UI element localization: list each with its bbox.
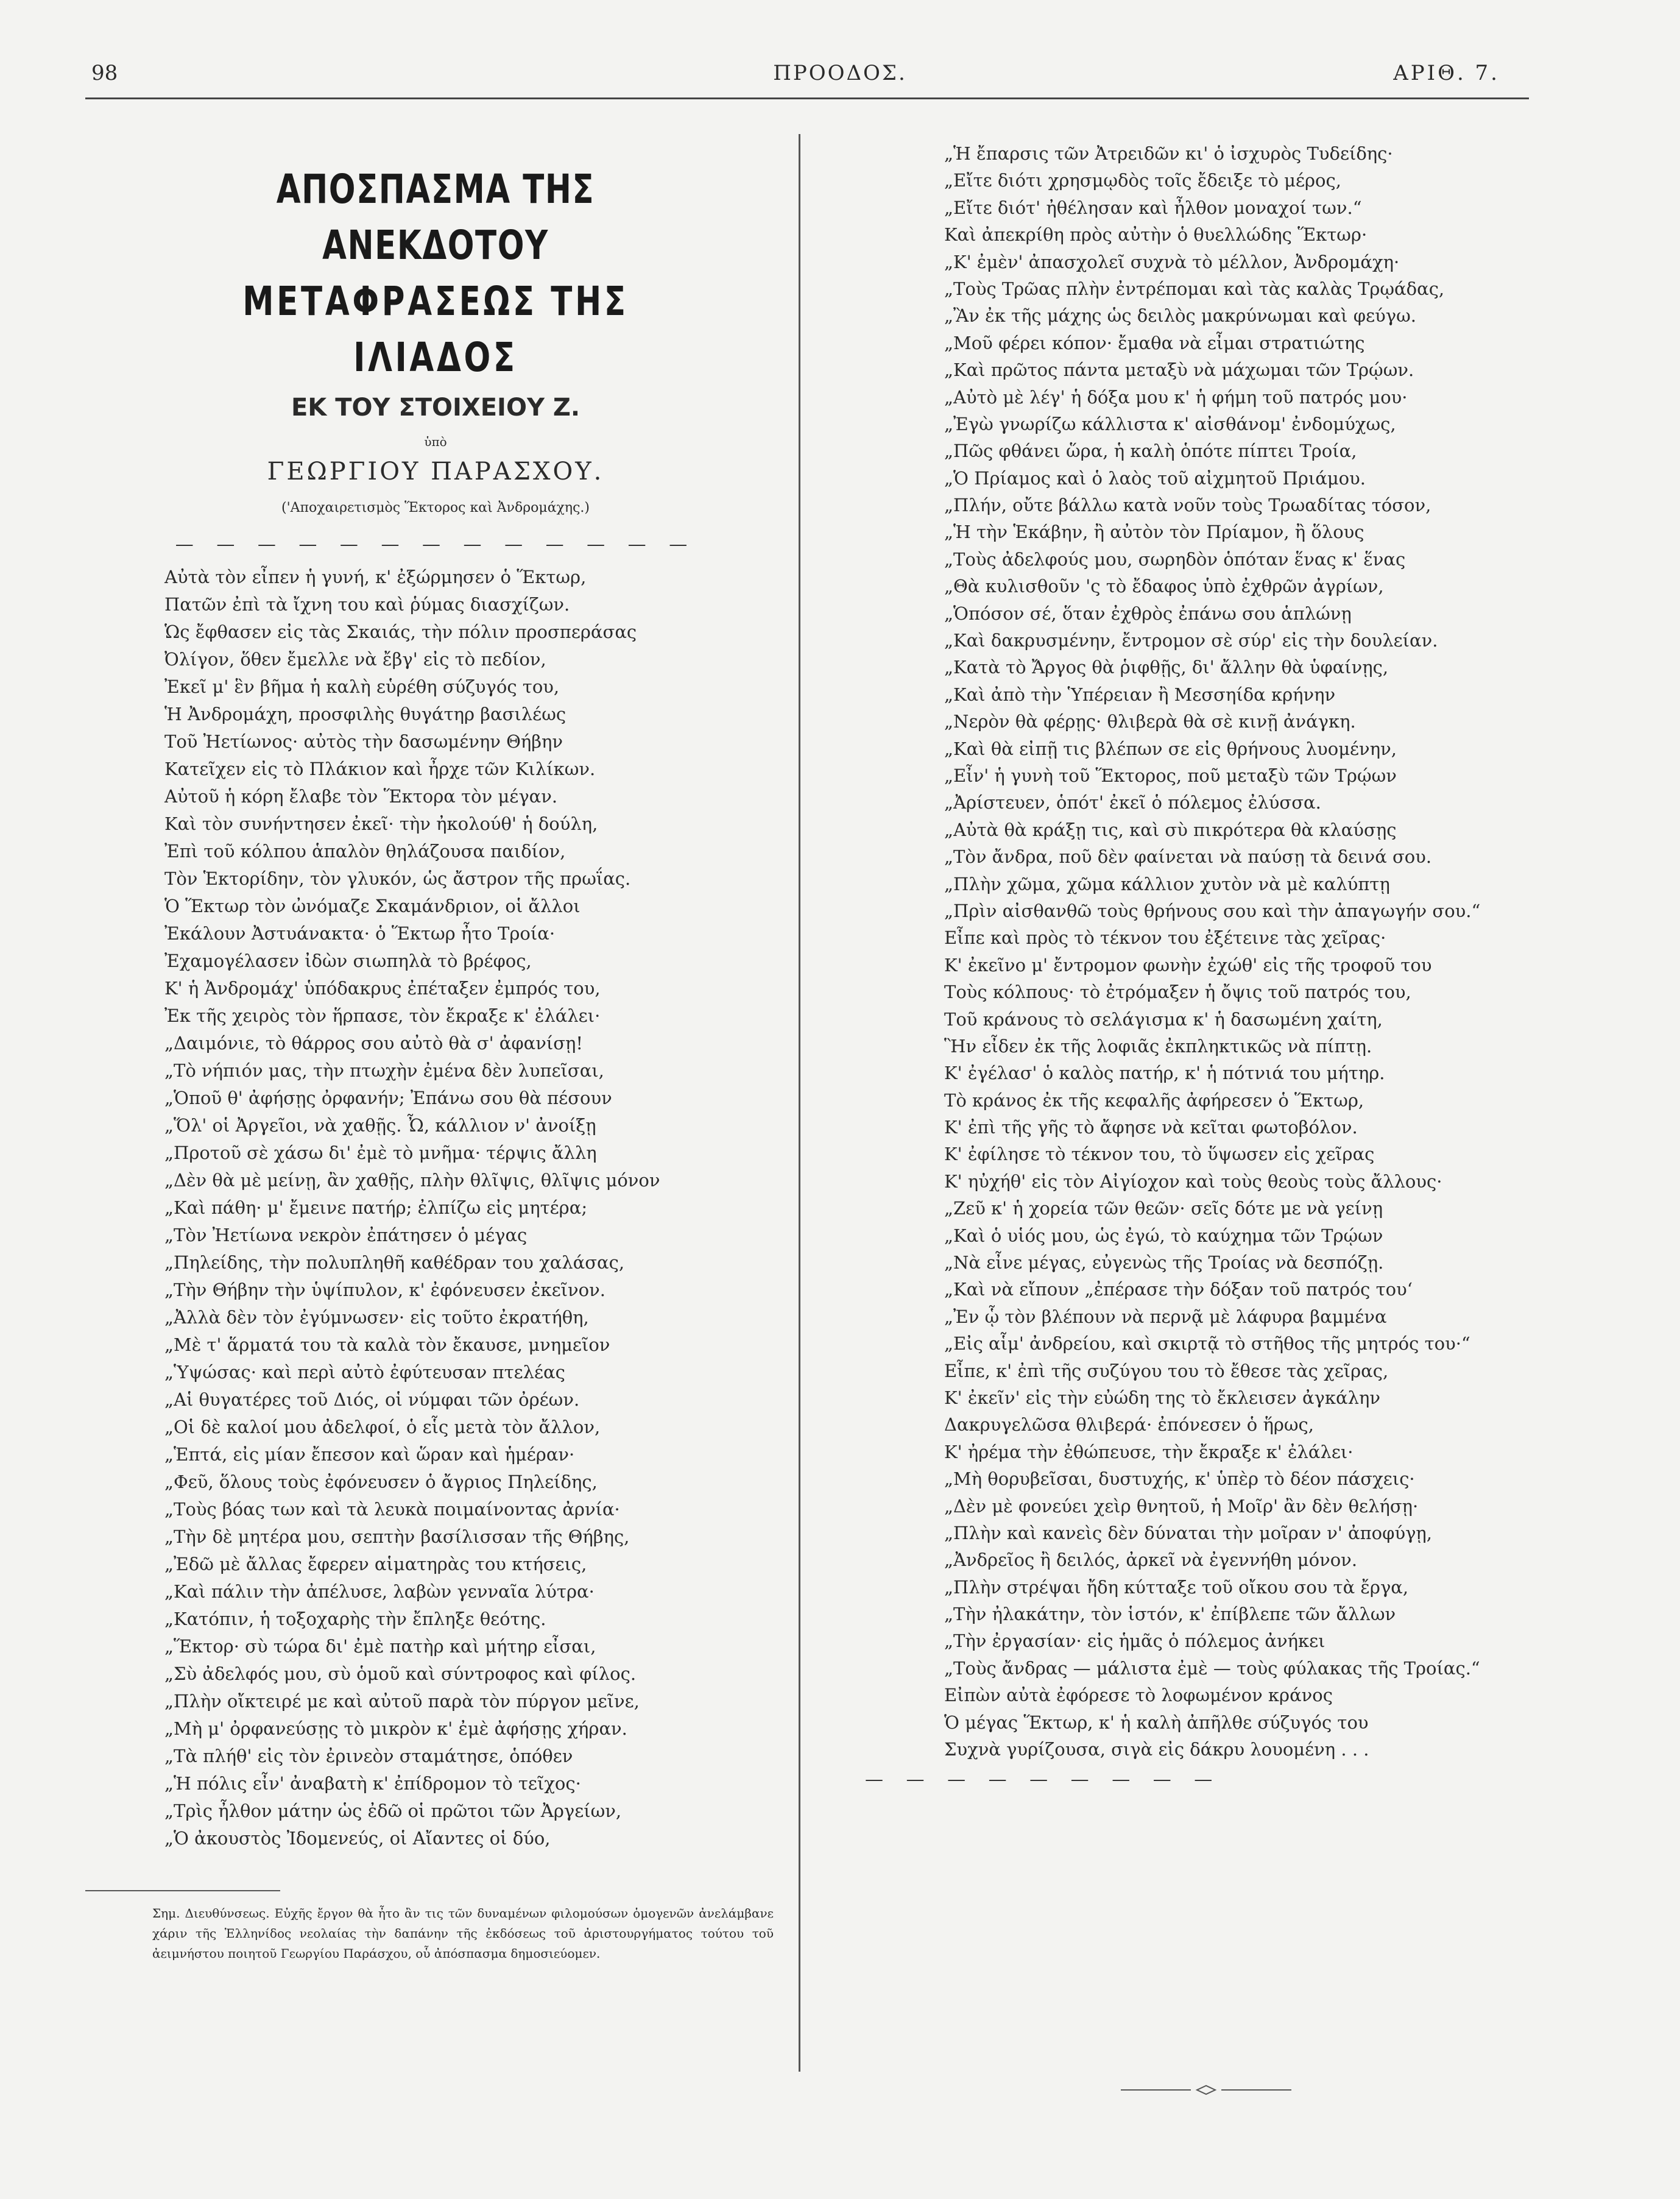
verse-line: Κ' ἐφίλησε τὸ τέκνον του, τὸ ὕψωσεν εἰς χεῖρας [944,1144,1375,1165]
verse-line: Καὶ τὸν συνήντησεν ἐκεῖ· τὴν ἠκολούθ' ἡ δούλη, [164,813,598,834]
verse-line: „Μοῦ φέρει κόπον· ἔμαθα νὰ εἶμαι στρατιώτης [944,332,1365,353]
verse-line: „Καὶ πρῶτος πάντα μεταξὺ νὰ μάχωμαι τῶν Τρῴων. [944,359,1414,381]
verse-line: Ὁ μέγας Ἕκτωρ, κ' ἡ καλὴ ἀπῆλθε σύζυγός του [944,1712,1369,1733]
verse-line: Ἡ Ἀνδρομάχη, προσφιλὴς θυγάτηρ βασιλέως [164,704,566,724]
verse-line: Κ' ἡ Ἀνδρομάχ' ὑπόδακρυς ἐπέταξεν ἐμπρός του, [164,978,601,999]
article-title-line-2: ΜΕΤΑΦΡΑΣΕΩΣ ΤΗΣ ΙΛΙΑΔΟΣ [242,278,629,381]
verse-line: „Ἑπτά, εἰς μίαν ἔπεσον καὶ ὥραν καὶ ἡμέραν· [164,1444,575,1465]
verse-line: Ἐχαμογέλασεν ἰδὼν σιωπηλὰ τὸ βρέφος, [164,951,532,971]
verse-line: Πατῶν ἐπὶ τὰ ἴχνη του καὶ ῥύμας διασχίζων. [164,594,570,615]
verse-line: „Τὸν ἄνδρα, ποῦ δὲν φαίνεται νὰ παύσῃ τὰ δεινά σου. [944,846,1432,868]
by-line: ὑπὸ [424,434,447,449]
verse-line: „Ἀρίστευεν, ὁπότ' ἐκεῖ ὁ πόλεμος ἐλύσσα. [944,792,1321,813]
verse-line: „Νὰ εἶνε μέγας, εὐγενὼς τῆς Τροίας νὰ δεσπόζῃ. [944,1252,1384,1273]
verse-line: „Προτοῦ σὲ χάσω δι' ἐμὲ τὸ μνῆμα· τέρψις ἄλλη [164,1142,597,1163]
article-title-line-3: ΕΚ ΤΟΥ ΣΤΟΙΧΕΙΟΥ Ζ. [291,394,581,422]
verse-line: „Τρὶς ἦλθον μάτην ὡς ἐδῶ οἱ πρῶτοι τῶν Ἀργείων, [164,1801,622,1821]
verse-line: „Τὸν Ἠετίωνα νεκρὸν ἐπάτησεν ὁ μέγας [164,1225,528,1245]
verse-line: „Ζεῦ κ' ἡ χορεία τῶν θεῶν· σεῖς δότε με νὰ γείνῃ [944,1198,1383,1219]
footnote: Σημ. Διευθύνσεως. Εὐχῆς ἔργον θὰ ἦτο ἂν τις τῶν δυναμένων φιλομούσων ὁμογενῶν ἀνελάμβανε χάριν τῆς Ἑλληνίδος νεολαίας τὴν δαπάνην τῆς ἐκδόσεως τοῦ ἀριστουργήματος τούτου τοῦ ἀειμνήστου ποιητοῦ Γεωργίου Παράσχου, οὗ ἀπόσπασμα δημοσιεύομεν. [152,1906,774,1961]
verse-line: „Μὴ θορυβεῖσαι, δυστυχής, κ' ὑπὲρ τὸ δέον πάσχεις· [944,1468,1415,1490]
article-title-line-1: ΑΠΟΣΠΑΣΜΑ ΤΗΣ ΑΝΕΚΔΟΤΟΥ [276,166,595,269]
verse-line: Συχνὰ γυρίζουσα, σιγὰ εἰς δάκρυ λουομένη . . . [944,1739,1369,1760]
page-number: 98 [91,61,118,85]
verse-line: „Καὶ δακρυσμένην, ἔντρομον σὲ σύρ' εἰς τὴν δουλείαν. [944,630,1438,651]
verse-line: Ὡς ἔφθασεν εἰς τὰς Σκαιάς, τὴν πόλιν προσπεράσας [164,621,637,642]
verse-line: „Τὴν Θήβην τὴν ὑψίπυλον, κ' ἐφόνευσεν ἐκεῖνον. [164,1280,605,1300]
opening-dash-rule: — — — — — — — — — — — — — [175,534,696,555]
verse-line: Δακρυγελῶσα θλιβερά· ἐπόνεσεν ὁ ἥρως, [944,1414,1314,1436]
verse-line: Εἶπε, κ' ἐπὶ τῆς συζύγου του τὸ ἔθεσε τὰς χεῖρας, [944,1360,1389,1381]
verse-line: Τοὺς κόλπους· τὸ ἐτρόμαξεν ἡ ὄψις τοῦ πατρός του, [944,982,1411,1003]
verse-line: „Κατὰ τὸ Ἄργος θὰ ῥιφθῇς, δι' ἄλλην θὰ ὑφαίνῃς, [944,657,1389,678]
verse-line: Ἐκεῖ μ' ἓν βῆμα ἡ καλὴ εὑρέθη σύζυγός του, [164,676,560,697]
verse-line: „Θὰ κυλισθοῦν 'ς τὸ ἔδαφος ὑπὸ ἐχθρῶν ἀγρίων, [944,576,1384,597]
verse-line: „Πρὶν αἰσθανθῶ τοὺς θρήνους σου καὶ τὴν ἀπαγωγήν σου.“ [944,900,1481,921]
closing-dash-rule: — — — — — — — — — [865,1769,1221,1791]
verse-line: „Εἴτε διότ' ἠθέλησαν καὶ ἦλθον μοναχοί των.“ [944,197,1362,218]
issue-number: ΑΡΙΘ. 7. [1393,61,1500,85]
verse-line: „Τὴν δὲ μητέρα μου, σεπτὴν βασίλισσαν τῆς Θήβης, [164,1526,630,1547]
article-subtitle: ('Αποχαιρετισμὸς Ἕκτορος καὶ Ἀνδρομάχης.) [281,500,590,515]
verse-line: „Ἀνδρεῖος ἢ δειλός, ἀρκεῖ νὰ ἐγεννήθη μόνον. [944,1549,1358,1571]
verse-line: „Κατόπιν, ἡ τοξοχαρὴς τὴν ἔπληξε θεότης. [164,1609,546,1629]
verse-line: „Ἀλλὰ δὲν τὸν ἐγύμνωσεν· εἰς τοῦτο ἐκρατήθη, [164,1307,589,1328]
verse-line: „Ὁπόσον σέ, ὅταν ἐχθρὸς ἐπάνω σου ἁπλώνῃ [944,603,1352,624]
verse-line: „Ἐδῶ μὲ ἄλλας ἔφερεν αἱματηρὰς του κτήσεις, [164,1554,587,1574]
verse-line: Ἐπὶ τοῦ κόλπου ἁπαλὸν θηλάζουσα παιδίον, [164,841,566,862]
verse-line: „Φεῦ, ὅλους τοὺς ἐφόνευσεν ὁ ἄγριος Πηλείδης, [164,1471,598,1492]
verse-line: „Καὶ ἀπὸ τὴν Ὑπέρειαν ἢ Μεσσηίδα κρήνην [944,684,1336,705]
verse-line: „Τοὺς βόας των καὶ τὰ λευκὰ ποιμαίνοντας ἀρνία· [164,1499,620,1520]
verse-line: „Τὴν ἠλακάτην, τὸν ἱστόν, κ' ἐπίβλεπε τῶν ἄλλων [944,1604,1396,1625]
header-rule [85,97,1529,99]
verse-line: Αὐτὰ τὸν εἶπεν ἡ γυνή, κ' ἐξώρμησεν ὁ Ἕκτωρ, [164,567,587,587]
verse-line: Κ' ἐγέλασ' ὁ καλὸς πατήρ, κ' ἡ πότνιά του μήτηρ. [944,1063,1385,1084]
verse-line: „Τὴν ἐργασίαν· εἰς ἡμᾶς ὁ πόλεμος ἀνήκει [944,1631,1325,1652]
verse-line: „Πῶς φθάνει ὥρα, ἡ καλὴ ὁπότε πίπτει Τροία, [944,441,1357,462]
verse-line: „Οἱ δὲ καλοί μου ἀδελφοί, ὁ εἷς μετὰ τὸν ἄλλον, [164,1417,601,1437]
verse-line: Τοῦ Ἠετίωνος· αὐτὸς τὴν δασωμένην Θήβην [164,731,563,752]
verse-line: „Σὺ ἀδελφός μου, σὺ ὁμοῦ καὶ σύντροφος καὶ φίλος. [164,1663,637,1684]
verse-line: „Τοὺς Τρῶας πλὴν ἐντρέπομαι καὶ τὰς καλὰς Τρῳάδας, [944,278,1445,299]
verse-line: „Αἱ θυγατέρες τοῦ Διός, οἱ νύμφαι τῶν ὀρέων. [164,1389,580,1410]
verse-line: „Ὑψώσας· καὶ περὶ αὐτὸ ἐφύτευσαν πτελέας [164,1362,565,1383]
verse-line: „Ὁποῦ θ' ἀφήσῃς ὀρφανήν; Ἐπάνω σου θὰ πέσουν [164,1088,612,1108]
verse-line: „Δαιμόνιε, τὸ θάρρος σου αὐτὸ θὰ σ' ἀφανίσῃ! [164,1033,584,1053]
verse-line: Κ' ἐπὶ τῆς γῆς τὸ ἄφησε νὰ κεῖται φωτοβόλον. [944,1117,1358,1138]
verse-line: „Δὲν θὰ μὲ μείνῃ, ἂν χαθῇς, πλὴν θλῖψις, θλῖψις μόνον [164,1170,660,1191]
verse-line: Τοῦ κράνους τὸ σελάγισμα κ' ἡ δασωμένη χαίτη, [944,1008,1383,1030]
verse-line: „Ὅλ' οἱ Ἀργεῖοι, νὰ χαθῇς. Ὦ, κάλλιον ν' ἀνοίξῃ [164,1115,596,1136]
verse-line: „Νερὸν θὰ φέρῃς· θλιβερὰ θὰ σὲ κινῇ ἀνάγκη. [944,711,1356,732]
verse-line: „Καὶ θὰ εἰπῇ τις βλέπων σε εἰς θρήνους λυομένην, [944,738,1397,759]
verse-line: Τὸ κράνος ἐκ τῆς κεφαλῆς ἀφήρεσεν ὁ Ἕκτωρ, [944,1089,1364,1111]
verse-line: „Αὐτὸ μὲ λέγ' ἡ δόξα μου κ' ἡ φήμη τοῦ πατρός μου· [944,386,1408,408]
verse-line: „Τοὺς ἀδελφούς μου, σωρηδὸν ὁπόταν ἕνας κ' ἕνας [944,548,1406,570]
verse-line: „Πλὴν καὶ κανεὶς δὲν δύναται τὴν μοῖραν ν' ἀποφύγῃ, [944,1522,1432,1543]
verse-line: Ἣν εἶδεν ἐκ τῆς λοφιᾶς ἐκπληκτικῶς νὰ πίπτῃ. [944,1035,1372,1057]
verse-line: „Ἂν ἐκ τῆς μάχης ὡς δειλὸς μακρύνωμαι καὶ φεύγω. [944,305,1416,327]
column-divider [799,134,800,2072]
footnote-divider [85,1890,280,1891]
verse-line: „Κ' ἐμὲν' ἀπασχολεῖ συχνὰ τὸ μέλλον, Ἀνδρομάχη· [944,251,1400,272]
verse-line: „Τὸ νήπιόν μας, τὴν πτωχὴν ἐμένα δὲν λυπεῖσαι, [164,1060,604,1081]
verse-line: „Ἕκτορ· σὺ τώρα δι' ἐμὲ πατὴρ καὶ μήτηρ εἶσαι, [164,1636,596,1657]
verse-line: Κ' ηὐχήθ' εἰς τὸν Αἰγίοχον καὶ τοὺς θεοὺς τοὺς ἄλλους· [944,1170,1442,1192]
verse-line: „Καὶ πάθη· μ' ἔμεινε πατήρ; ἐλπίζω εἰς μητέρα; [164,1197,588,1218]
right-column [865,135,1535,1793]
verse-line: „Δὲν μὲ φονεύει χεὶρ θνητοῦ, ἡ Μοῖρ' ἂν δὲν θελήσῃ· [944,1495,1419,1517]
verse-line: „Πλὴν χῶμα, χῶμα κάλλιον χυτὸν νὰ μὲ καλύπτῃ [944,873,1390,894]
verse-line: „Ὁ ἀκουστὸς Ἰδομενεύς, οἱ Αἴαντες οἱ δύο, [164,1828,551,1849]
verse-line: „Ἡ πόλις εἶν' ἀναβατὴ κ' ἐπίδρομον τὸ τεῖχος· [164,1773,581,1794]
verse-line: „Ἡ τὴν Ἑκάβην, ἢ αὐτὸν τὸν Πρίαμον, ἢ ὅλους [944,522,1364,543]
verse-line: „Ἡ ἔπαρσις τῶν Ἀτρειδῶν κι' ὁ ἰσχυρὸς Τυδείδης· [944,143,1393,164]
verse-line: „Εἰς αἷμ' ἀνδρείου, καὶ σκιρτᾷ τὸ στῆθος τῆς μητρός του·“ [944,1333,1470,1354]
verse-line: „Πλὴν στρέψαι ἤδη κύτταξε τοῦ οἴκου σου τὰ ἔργα, [944,1576,1409,1598]
verse-line: „Πηλείδης, τὴν πολυπληθῆ καθέδραν του χαλάσας, [164,1252,625,1273]
verse-line: Εἶπε καὶ πρὸς τὸ τέκνον του ἐξέτεινε τὰς χεῖρας· [944,927,1386,949]
left-column [85,146,786,1976]
verse-line: „Καὶ νὰ εἴπουν „ἐπέρασε τὴν δόξαν τοῦ πατρός του‘ [944,1279,1413,1300]
verse-line: „Τοὺς ἄνδρας — μάλιστα ἐμὲ — τοὺς φύλακας τῆς Τροίας.“ [944,1657,1480,1679]
verse-line: „Εἶν' ἡ γυνὴ τοῦ Ἕκτορος, ποῦ μεταξὺ τῶν Τρῴων [944,765,1397,786]
verse-line: Κ' ἠρέμα τὴν ἐθώπευσε, τὴν ἔκραξε κ' ἐλάλει· [944,1441,1354,1462]
verse-line: Ἐκάλουν Ἀστυάνακτα· ὁ Ἕκτωρ ἦτο Τροία· [164,923,556,944]
author-name: ΓΕΩΡΓΙΟΥ ΠΑΡΑΣΧΟΥ. [267,458,604,486]
verse-line: „Πλήν, οὔτε βάλλω κατὰ νοῦν τοὺς Τρωαδίτας τόσον, [944,495,1431,516]
verse-line: „Αὐτὰ θὰ κράξῃ τις, καὶ σὺ πικρότερα θὰ κλαύσῃς [944,819,1397,840]
verse-line: Κατεῖχεν εἰς τὸ Πλάκιον καὶ ἦρχε τῶν Κιλίκων. [164,759,596,779]
verse-line: Κ' ἐκεῖν' εἰς τὴν εὐώδη της τὸ ἔκλεισεν ἀγκάλην [944,1387,1380,1408]
verse-line: Ἐκ τῆς χειρὸς τὸν ἥρπασε, τὸν ἔκραξε κ' ἐλάλει· [164,1005,601,1026]
right-verse-list [865,140,1535,1763]
verse-line: Εἰπὼν αὐτὰ ἐφόρεσε τὸ λοφωμένον κράνος [944,1685,1333,1706]
verse-line: Ὁ Ἕκτωρ τὸν ὠνόμαζε Σκαμάνδριον, οἱ ἄλλοι [164,896,581,916]
verse-line: „Τὰ πλήθ' εἰς τὸν ἐρινεὸν σταμάτησε, ὁπόθεν [164,1746,573,1766]
verse-line: Κ' ἐκεῖνο μ' ἔντρομον φωνὴν ἐχώθ' εἰς τῆς τροφοῦ του [944,954,1432,976]
verse-line: Καὶ ἀπεκρίθη πρὸς αὐτὴν ὁ θυελλώδης Ἕκτωρ· [944,224,1368,246]
verse-line: „Πλὴν οἴκτειρέ με καὶ αὐτοῦ παρὰ τὸν πύργον μεῖνε, [164,1691,640,1712]
verse-line: „Ἐν ᾧ τὸν βλέπουν νὰ περνᾷ μὲ λάφυρα βαμμένα [944,1306,1387,1327]
verse-line: „Εἴτε διότι χρησμῳδὸς τοῖς ἔδειξε τὸ μέρος, [944,170,1341,191]
verse-line: Τὸν Ἑκτορίδην, τὸν γλυκόν, ὡς ἄστρον τῆς πρωΐας. [164,868,631,889]
verse-line: „Μὲ τ' ἅρματά του τὰ καλὰ τὸν ἔκαυσε, μνημεῖον [164,1334,610,1355]
verse-line: „Ἐγὼ γνωρίζω κάλλιστα κ' αἰσθάνομ' ἐνδομύχως, [944,413,1396,434]
verse-line: Ὀλίγον, ὅθεν ἔμελλε νὰ ἔβγ' εἰς τὸ πεδίον, [164,649,546,670]
verse-line: „Μὴ μ' ὀρφανεύσῃς τὸ μικρὸν κ' ἐμὲ ἀφήσῃς χήραν. [164,1718,627,1739]
left-verse-list [85,564,786,1852]
verse-line: Αὐτοῦ ἡ κόρη ἔλαβε τὸν Ἕκτορα τὸν μέγαν. [164,786,558,807]
end-ornament [1121,2084,1291,2096]
verse-line: „Καὶ ὁ υἱός μου, ὡς ἐγώ, τὸ καύχημα τῶν Τρῴων [944,1225,1383,1246]
verse-line: „Ὁ Πρίαμος καὶ ὁ λαὸς τοῦ αἰχμητοῦ Πριάμου. [944,467,1366,489]
journal-title: ΠΡΟΟΔΟΣ. [773,61,907,85]
verse-line: „Καὶ πάλιν τὴν ἀπέλυσε, λαβὼν γενναῖα λύτρα· [164,1581,595,1602]
page-header [0,61,1680,97]
